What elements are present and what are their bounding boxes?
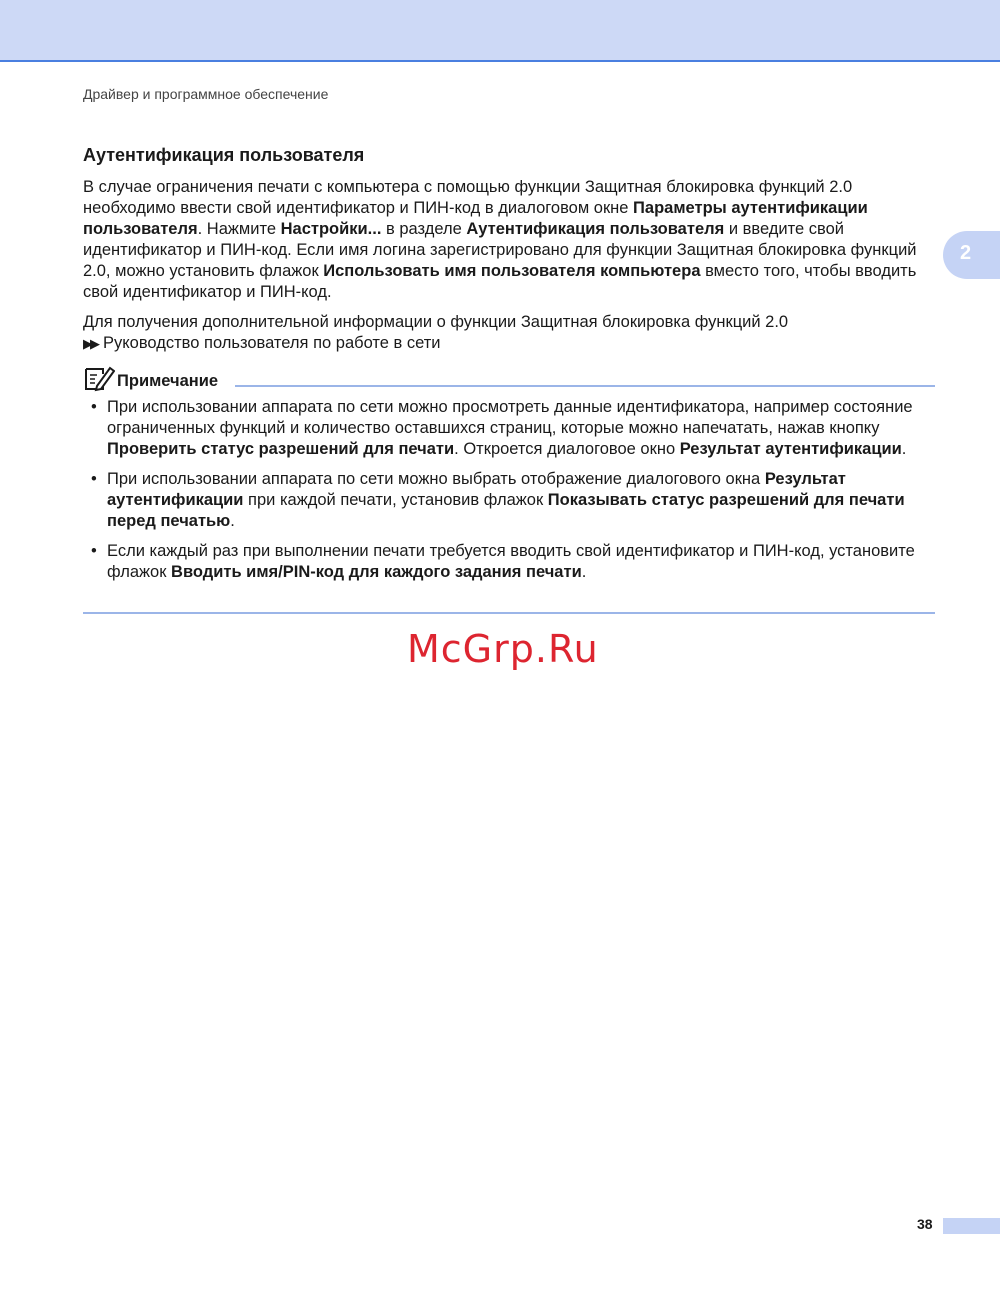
text-run: В случае ограничения печати с компьютера с помощью функции Защитная блокировка функций 2.0 необходимо ввести свой идентификатор и ПИН-код в диалоговом окне xyxy=(83,178,853,217)
footer-tab xyxy=(943,1218,1000,1234)
note-item xyxy=(83,397,935,460)
bold-term: Результат аутентификации xyxy=(679,440,902,458)
note-item xyxy=(83,541,935,583)
watermark: McGrp.Ru xyxy=(407,627,599,671)
text-run: При использовании аппарата по сети можно выбрать отображение диалогового окна xyxy=(107,470,765,488)
bold-term: Результат аутентификации xyxy=(107,470,846,509)
text-run: . xyxy=(230,512,235,530)
note-item xyxy=(83,469,935,532)
section-title: Аутентификация пользователя xyxy=(83,145,365,165)
note-end-rule xyxy=(83,612,935,614)
page-number: 38 xyxy=(917,1216,933,1232)
note-header xyxy=(83,366,935,392)
top-header-band xyxy=(0,0,1000,62)
bold-term: Аутентификация пользователя xyxy=(466,220,725,238)
text-run: . xyxy=(581,563,587,581)
text-run: . Нажмите xyxy=(197,220,281,238)
text-run: . xyxy=(901,440,907,458)
reference-paragraph xyxy=(83,312,943,354)
chapter-tab xyxy=(943,231,1000,279)
chapter-number: 2 xyxy=(960,242,972,264)
double-arrow-icon: ▶▶ xyxy=(83,336,97,351)
text-run: вместо того, чтобы вводить свой идентификатор и ПИН-код. xyxy=(83,262,917,301)
text-run: Для получения дополнительной информации о функции Защитная блокировка функций 2.0 xyxy=(83,313,789,331)
note-list xyxy=(83,397,935,592)
reference-link-text: Руководство пользователя по работе в сети xyxy=(103,334,441,352)
bold-term: Проверить статус разрешений для печати xyxy=(107,440,455,458)
note-rule xyxy=(235,385,935,387)
running-header: Драйвер и программное обеспечение xyxy=(83,86,329,102)
intro-paragraph xyxy=(83,177,943,303)
bold-term: Параметры аутентификации пользователя xyxy=(83,199,868,238)
text-run: Если каждый раз при выполнении печати требуется вводить свой идентификатор и ПИН-код, установите флажок xyxy=(107,542,915,581)
bold-term: Вводить имя/PIN-код для каждого задания печати xyxy=(171,563,582,581)
note-label: Примечание xyxy=(117,372,219,390)
bold-term: Использовать имя пользователя компьютера xyxy=(323,262,701,280)
text-run: . Откроется диалоговое окно xyxy=(454,440,680,458)
bold-term: Настройки... xyxy=(280,220,382,238)
text-run: При использовании аппарата по сети можно просмотреть данные идентификатора, например состояние ограниченных функций и количество оставшихся страниц, которые можно напечатать, нажав кнопку xyxy=(107,398,913,437)
note-pencil-icon xyxy=(83,364,115,392)
text-run: в разделе xyxy=(381,220,467,238)
bold-term: Показывать статус разрешений для печати перед печатью xyxy=(107,491,905,530)
text-run: при каждой печати, установив флажок xyxy=(243,491,548,509)
text-run: и введите свой идентификатор и ПИН-код. Если имя логина зарегистрировано для функции Защитная блокировка функций 2.0, можно установить флажок xyxy=(83,220,917,280)
